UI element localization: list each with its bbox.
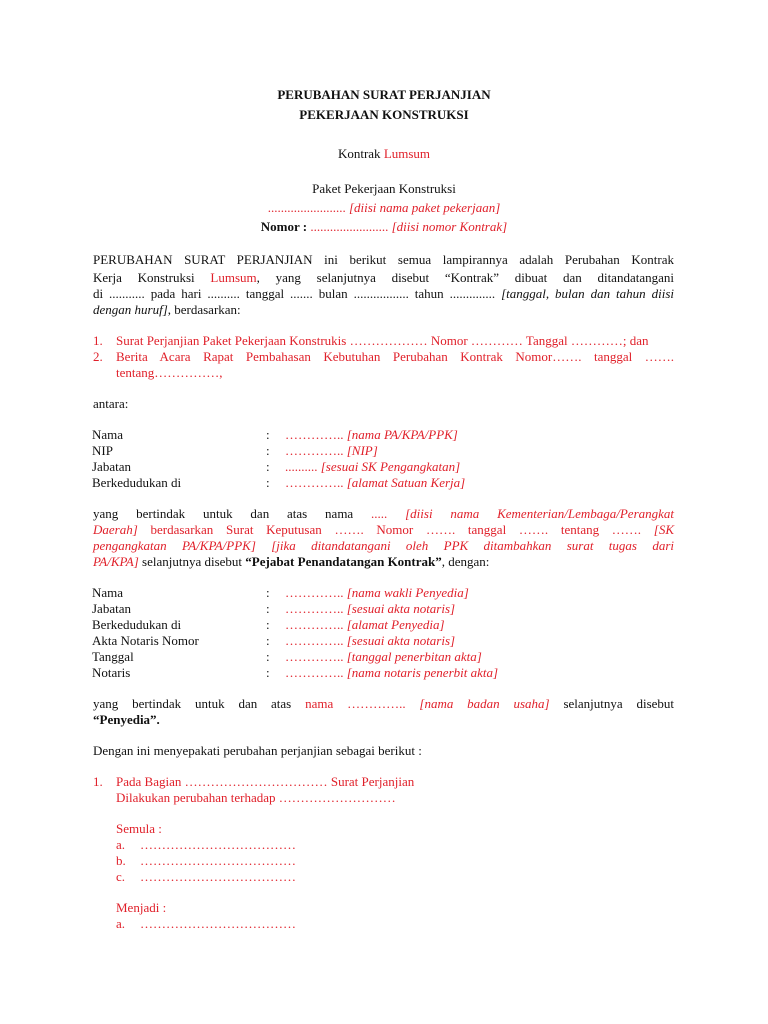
party1-para-line-2: Daerah] berdasarkan Surat Keputusan ……. Nomor ……. tanggal ……. tentang ……. [SK <box>93 522 675 537</box>
doc-title-line-1: PERUBAHAN SURAT PERJANJIAN <box>277 87 491 102</box>
paket-label: Paket Pekerjaan Konstruksi <box>312 181 456 196</box>
kontrak-type: Kontrak Lumsum <box>337 146 431 161</box>
doc-title-line-2: PEKERJAAN KONSTRUKSI <box>299 107 469 122</box>
basis-item-2-cont: tentang……………, <box>116 365 223 380</box>
party2-para-line-2: “Penyedia”. <box>93 712 160 727</box>
semula-item: a. ……………………………… <box>116 837 296 852</box>
antara-label: antara: <box>93 396 129 411</box>
menjadi-label: Menjadi : <box>116 900 167 915</box>
party1-para-line-4: PA/KPA] selanjutnya disebut “Pejabat Penandatangan Kontrak”, dengan: <box>93 554 490 569</box>
party1-para-line-3: pengangkatan PA/KPA/PPK] [jika ditandatangani oleh PPK ditambahkan surat tugas dari <box>93 538 674 553</box>
party2-para-line-1: yang bertindak untuk dan atas nama ………….. [nama badan usaha] selanjutnya disebut <box>93 696 675 711</box>
amendment-change-line: Dilakukan perubahan terhadap ……………………… <box>116 790 396 805</box>
nomor-line: Nomor : ........................ [diisi nomor Kontrak] <box>260 219 508 234</box>
intro-line-2: Kerja Konstruksi Lumsum, yang selanjutnya disebut “Kontrak” dibuat dan ditandatangani <box>93 270 674 285</box>
semula-item: c. ……………………………… <box>116 869 296 884</box>
document-page: PERUBAHAN SURAT PERJANJIAN PEKERJAAN KONSTRUKSI Kontrak Lumsum Paket Pekerjaan Konstruksi ........................ [diisi nama paket pekerjaan] Nomor : ........................ [diisi nomor Kontrak] PERUBAHAN SURAT PERJANJIAN ini berikut semua lampirannya adalah Perubahan Kontrak Kerja Konstruksi Lumsum, yang selanjutnya disebut “Kontrak” dibuat dan ditandatangani di ........... pada hari .......... tanggal ....... bulan ................. tahun .............. [tanggal, bulan dan tahun diisi dengan huruf], berdasarkan: 1. Surat Perjanjian Paket Pekerjaan Konstrukis ……………… Nomor ………… Tanggal …………; dan 2. Berita Acara Rapat Pembahasan Kebutuhan Perubahan Kontrak Nomor……. tanggal ……. tentang……………, antara: Nama : ………….. [nama PA/KPA/PPK] NIP : ………….. [NIP] Jabatan : .......... [sesuai SK Pengangkatan] Berkedudukan di : ………….. [alamat Satuan Kerja] yang bertindak untuk dan atas nama ..... [diisi nama Kementerian/Lembaga/Perangkat Daerah] berdasarkan Surat Keputusan ……. Nomor ……. tanggal ……. tentang ……. [SK pengangkatan PA/KPA/PPK] [jika ditandatangani oleh PPK ditambahkan surat tugas dari PA/KPA] selanjutnya disebut “Pejabat Penandatangan Kontrak”, dengan: Nama : ………….. [nama wakli Penyedia] Jabatan : ………….. [sesuai akta notaris] Berkedudukan di : ………….. [alamat Penyedia] Akta Notaris Nomor : ………….. [sesuai akta notaris] Tanggal : ………….. [tanggal penerbitan akta] Notaris : ………….. [nama notaris penerbit akta] yang bertindak untuk dan atas nama ………….. [nama badan usaha] selanjutnya disebut “Penyedia”. Dengan ini menyepakati perubahan perjanjian sebagai berikut : 1. Pada Bagian …………………………… Surat Perjanjian Dilakukan perubahan terhadap ……………………… Semula : a. ……………………………… b. ……………………………… c. ……………………………… Menjadi : a. ……………………………… <box>0 0 768 1024</box>
intro-line-4: dengan huruf], berdasarkan: <box>93 302 241 317</box>
paket-name-placeholder: ........................ [diisi nama paket pekerjaan] <box>267 200 501 215</box>
semula-label: Semula : <box>116 821 162 836</box>
agreement-statement: Dengan ini menyepakati perubahan perjanjian sebagai berikut : <box>93 743 422 758</box>
intro-line-1: PERUBAHAN SURAT PERJANJIAN ini berikut semua lampirannya adalah Perubahan Kontrak <box>93 252 674 267</box>
menjadi-item: a. ……………………………… <box>116 916 296 931</box>
party1-para-line-1: yang bertindak untuk dan atas nama ..... [diisi nama Kementerian/Lembaga/Perangkat <box>93 506 675 521</box>
intro-line-3: di ........... pada hari .......... tanggal ....... bulan ................. tahun .............. [tanggal, bulan dan tahun diisi <box>93 286 675 301</box>
semula-item: b. ……………………………… <box>116 853 296 868</box>
